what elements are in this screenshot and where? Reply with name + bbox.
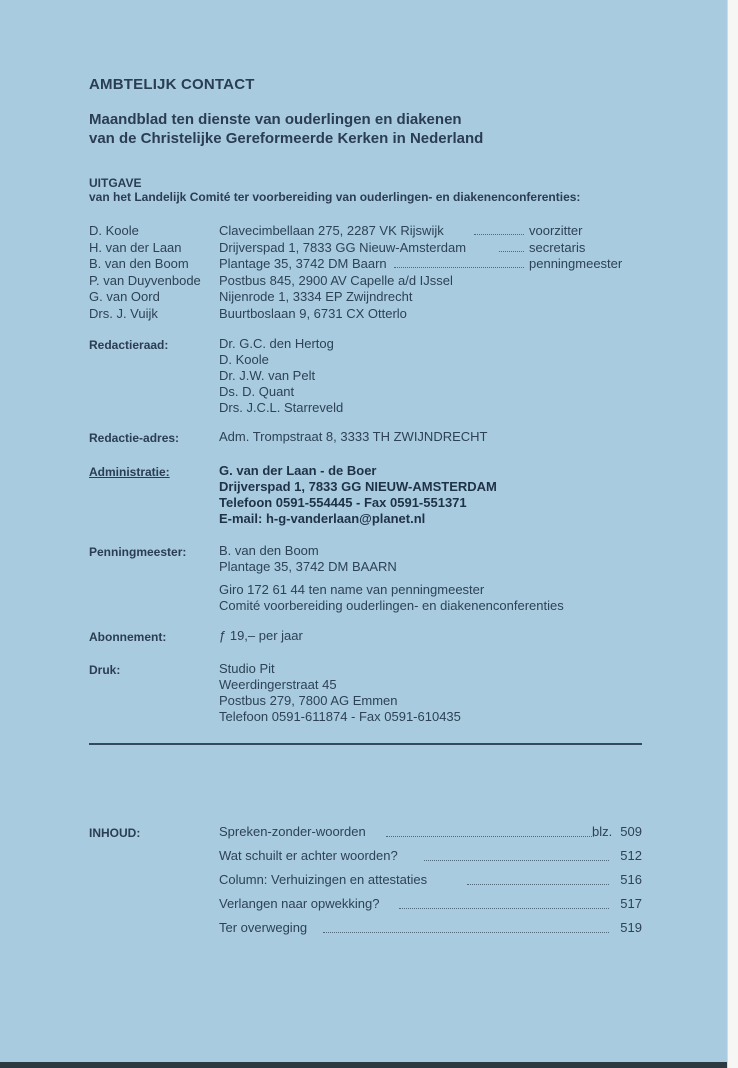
magazine-subtitle <box>89 110 483 148</box>
toc-item <box>219 872 642 890</box>
redactieraad-members <box>219 336 343 416</box>
magazine-title: AMBTELIJK CONTACT <box>89 76 255 93</box>
administratie-address: Drijverspad 1, 7833 GG NIEUW-AMSTERDAM <box>219 479 497 494</box>
member-address: Plantage 35, 3742 DM Baarn <box>219 256 387 271</box>
giro-line: Comité voorbereiding ouderlingen- en diakenenconferenties <box>219 598 564 613</box>
redactieraad-member: D. Koole <box>219 352 269 367</box>
toc-item <box>219 848 642 866</box>
redactie-adres-label: Redactie-adres: <box>89 431 180 445</box>
administratie-email: E-mail: h-g-vanderlaan@planet.nl <box>219 511 426 526</box>
penningmeester-label: Penningmeester: <box>89 545 187 559</box>
leader-dots <box>394 267 524 268</box>
toc-page: 516 <box>620 872 642 887</box>
leader-dots <box>323 932 609 933</box>
page-edge <box>727 0 738 1068</box>
druk-label: Druk: <box>89 663 121 677</box>
penningmeester-street: Plantage 35, 3742 DM BAARN <box>219 559 397 574</box>
giro-line: Giro 172 61 44 ten name van penningmeester <box>219 582 485 597</box>
member-role: secretaris <box>529 239 586 255</box>
redactieraad-member: Dr. J.W. van Pelt <box>219 368 316 383</box>
leader-dots <box>474 234 524 235</box>
toc-page: 512 <box>620 848 642 863</box>
toc-page-prefix: blz. <box>592 824 613 839</box>
subtitle-line-2: van de Christelijke Gereformeerde Kerken in Nederland <box>89 130 484 147</box>
member-name: D. Koole <box>89 223 139 238</box>
administratie-label: Administratie: <box>89 465 170 479</box>
leader-dots <box>467 884 609 885</box>
redactie-adres-value: Adm. Trompstraat 8, 3333 TH ZWIJNDRECHT <box>219 429 488 444</box>
member-name: B. van den Boom <box>89 256 189 271</box>
administratie-phone: Telefoon 0591-554445 - Fax 0591-551371 <box>219 495 467 510</box>
toc-title: Spreken-zonder-woorden <box>219 824 366 839</box>
subtitle-line-1: Maandblad ten dienste van ouderlingen en diakenen <box>89 111 462 128</box>
leader-dots <box>399 908 609 909</box>
redactieraad-member: Dr. G.C. den Hertog <box>219 336 334 351</box>
uitgave-heading: UITGAVE <box>89 176 142 190</box>
member-name: G. van Oord <box>89 289 160 304</box>
penningmeester-name: B. van den Boom <box>219 543 319 558</box>
druk-line: Postbus 279, 7800 AG Emmen <box>219 693 398 708</box>
toc-item <box>219 920 642 938</box>
member-name: H. van der Laan <box>89 239 182 255</box>
toc-title: Column: Verhuizingen en attestaties <box>219 872 428 887</box>
druk-line: Studio Pit <box>219 661 275 676</box>
leader-dots <box>386 836 594 837</box>
member-role: penningmeester <box>529 256 623 271</box>
redactieraad-label: Redactieraad: <box>89 338 169 352</box>
druk-line: Weerdingerstraat 45 <box>219 677 337 692</box>
member-address: Drijverspad 1, 7833 GG Nieuw-Amsterdam <box>219 239 467 255</box>
abonnement-value: ƒ 19,– per jaar <box>219 628 303 643</box>
toc-title: Wat schuilt er achter woorden? <box>219 848 398 863</box>
member-address: Postbus 845, 2900 AV Capelle a/d IJssel <box>219 272 453 288</box>
member-role: voorzitter <box>529 223 583 238</box>
toc-item <box>219 896 642 914</box>
section-divider <box>89 743 642 745</box>
administratie-details <box>219 463 497 527</box>
toc-page: 517 <box>620 896 642 911</box>
toc-title: Verlangen naar opwekking? <box>219 896 380 911</box>
druk-details <box>219 661 461 725</box>
leader-dots <box>424 860 609 861</box>
toc-item <box>219 824 642 842</box>
penningmeester-address <box>219 543 397 575</box>
abonnement-label: Abonnement: <box>89 630 167 644</box>
member-address: Nijenrode 1, 3334 EP Zwijndrecht <box>219 289 413 304</box>
druk-line: Telefoon 0591-611874 - Fax 0591-610435 <box>219 709 461 724</box>
uitgave-subheading: van het Landelijk Comité ter voorbereiding van ouderlingen- en diakenenconferenties: <box>89 190 581 204</box>
inhoud-label: INHOUD: <box>89 826 141 840</box>
redactieraad-member: Drs. J.C.L. Starreveld <box>219 400 344 415</box>
member-address: Clavecimbellaan 275, 2287 VK Rijswijk <box>219 223 444 238</box>
toc-page: 509 <box>620 824 642 839</box>
leader-dots <box>499 251 524 252</box>
member-address: Buurtboslaan 9, 6731 CX Otterlo <box>219 305 407 321</box>
member-name: Drs. J. Vuijk <box>89 305 158 321</box>
administratie-name: G. van der Laan - de Boer <box>219 463 377 478</box>
member-name: P. van Duyvenbode <box>89 272 201 288</box>
redactieraad-member: Ds. D. Quant <box>219 384 295 399</box>
toc-title: Ter overweging <box>219 920 308 935</box>
page-bottom-edge <box>0 1062 727 1068</box>
giro-info <box>219 582 564 614</box>
toc-page: 519 <box>620 920 642 935</box>
